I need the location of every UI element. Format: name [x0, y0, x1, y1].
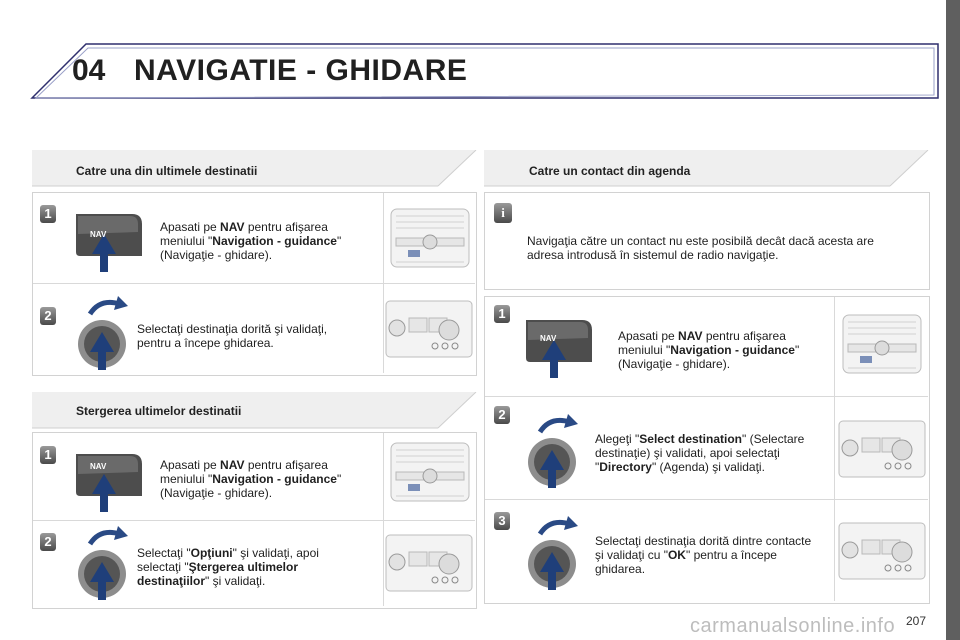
side-bar	[946, 0, 960, 640]
step-badge-2: 2	[494, 406, 510, 424]
step-text: Selectaţi destinaţia dorită dintre contacte şi validaţi cu "OK" pentru a începe ghidarea.	[595, 534, 812, 576]
column-divider	[383, 433, 384, 606]
rotary-knob-illustration	[74, 522, 134, 607]
step-badge-1: 1	[40, 446, 56, 464]
rotary-knob-illustration	[74, 292, 134, 377]
nav-button-illustration	[74, 452, 144, 519]
page-title: NAVIGATIE - GHIDARE	[134, 54, 468, 87]
step-badge-2: 2	[40, 533, 56, 551]
step-divider	[485, 499, 928, 500]
radio-unit-image	[390, 442, 470, 507]
step-text: Selectaţi "Opţiuni" şi validaţi, apoi selectaţi "Ştergerea ultimelor destinaţiilor" şi validaţi.	[137, 546, 319, 588]
section-title-delete: Stergerea ultimelor destinatii	[76, 404, 242, 418]
radio-unit-image	[385, 300, 473, 363]
radio-unit-image	[838, 522, 926, 585]
info-icon: i	[494, 203, 512, 223]
page-number: 207	[906, 614, 927, 628]
rotary-knob-illustration	[524, 512, 584, 597]
radio-unit-image	[842, 314, 922, 379]
step-divider	[33, 283, 475, 284]
step-divider	[33, 520, 475, 521]
watermark: carmanualsonline.info	[690, 615, 896, 637]
step-badge-2: 2	[40, 307, 56, 325]
nav-button-illustration	[74, 212, 144, 279]
nav-button-label: NAV	[90, 230, 107, 239]
chapter-number: 04	[72, 54, 106, 87]
step-badge-1: 1	[494, 305, 510, 323]
step-text: Selectaţi destinaţia dorită şi validaţi, pentru a începe ghidarea.	[137, 322, 328, 350]
info-text: Navigaţia către un contact nu este posibilă decât dacă acesta are adresa introdusă în sistemul de radio navigaţie.	[527, 234, 874, 262]
step-text: Alegeţi "Select destination" (Selectare destinaţie) şi validati, apoi selectaţi "Directory" (Agenda) şi validaţi.	[595, 432, 805, 474]
radio-unit-image	[838, 420, 926, 483]
column-divider	[834, 297, 835, 601]
step-divider	[485, 396, 928, 397]
section-title-contact: Catre un contact din agenda	[529, 164, 691, 178]
section-title-recent: Catre una din ultimele destinatii	[76, 164, 258, 178]
nav-button-label: NAV	[540, 334, 557, 343]
step-text: Apasati pe NAV pentru afişarea meniului "Navigation - guidance" (Navigaţie - ghidare).	[618, 329, 800, 371]
nav-button-label: NAV	[90, 462, 107, 471]
rotary-knob-illustration	[524, 410, 584, 495]
radio-unit-image	[390, 208, 470, 273]
step-badge-3: 3	[494, 512, 510, 530]
step-text: Apasati pe NAV pentru afişarea meniului "Navigation - guidance" (Navigaţie - ghidare).	[160, 220, 342, 262]
step-text: Apasati pe NAV pentru afişarea meniului "Navigation - guidance" (Navigaţie - ghidare).	[160, 458, 342, 500]
radio-unit-image	[385, 534, 473, 597]
step-badge-1: 1	[40, 205, 56, 223]
column-divider	[383, 193, 384, 373]
nav-button-illustration	[524, 318, 594, 385]
